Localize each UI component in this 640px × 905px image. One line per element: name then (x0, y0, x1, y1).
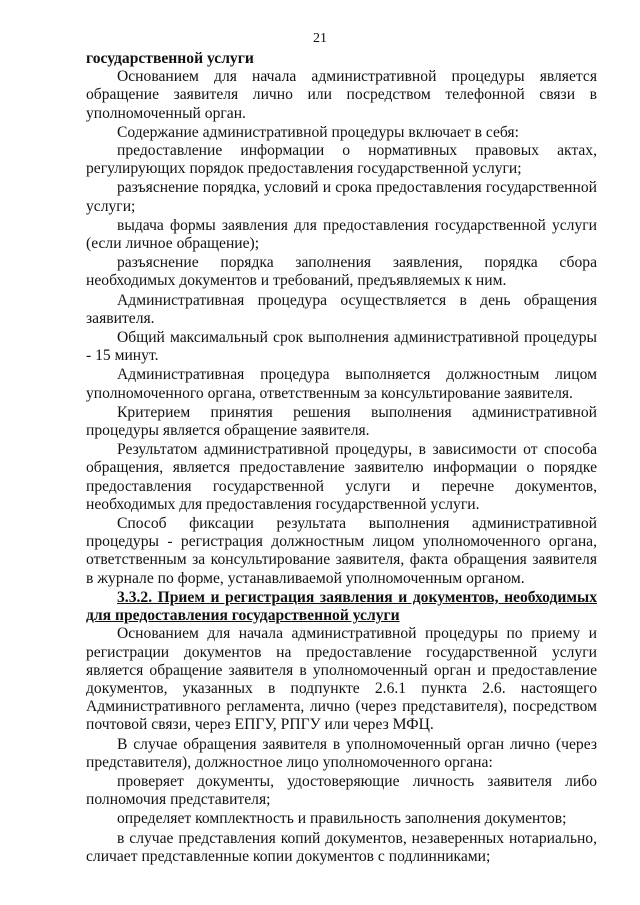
section-heading-3-3-2: 3.3.2. Прием и регистрация заявления и документов, необходимых для предоставления государственной услуги (86, 588, 597, 625)
page-number: 21 (313, 31, 327, 46)
paragraph: определяет комплектность и правильность заполнения документов; (117, 810, 567, 828)
paragraph: в случае представления копий документов, незаверенных нотариально, сличает представленные копии документов с подлинниками; (86, 829, 597, 865)
paragraph-heading-continuation: государственной услуги (86, 50, 254, 67)
paragraph: Результатом административной процедуры, в зависимости от способа обращения, является предоставление заявителю информации о порядке предоставления государственной услуги и перечне документов, необходимых для предоставления государственной услуги. (86, 441, 597, 513)
paragraph: Критерием принятия решения выполнения административной процедуры является обращение заявителя. (86, 403, 597, 440)
paragraph: предоставление информации о нормативных правовых актах, регулирующих порядок предоставления государственной услуги; (86, 142, 597, 178)
paragraph: Основанием для начала административной процедуры является обращение заявителя лично или посредством телефонной связи в уполномоченный орган. (86, 68, 597, 122)
paragraph: выдача формы заявления для предоставления государственной услуги (если личное обращение); (86, 216, 597, 253)
paragraph: В случае обращения заявителя в уполномоченный орган лично (через представителя), должностное лицо уполномоченного органа: (86, 735, 597, 771)
paragraph: Содержание административной процедуры включает в себя: (117, 123, 519, 141)
document-body (86, 50, 597, 866)
paragraph: Способ фиксации результата выполнения административной процедуры - регистрация должностным лицом уполномоченного органа, ответственным за консультирование заявителя, факта обращения заявителя в журнале по форме, устанавливаемой уполномоченным органом. (86, 515, 597, 587)
paragraph: Административная процедура выполняется должностным лицом уполномоченного органа, ответственным за консультирование заявителя. (86, 366, 597, 402)
paragraph: Общий максимальный срок выполнения административной процедуры - 15 минут. (86, 329, 597, 365)
paragraph: разъяснение порядка заполнения заявления, порядка сбора необходимых документов и требований, предъявляемых к ним. (86, 254, 597, 290)
paragraph: Основанием для начала административной процедуры по приему и регистрации документов на предоставление государственной услуги является обращение заявителя в уполномоченный орган и предоставление документов, указанных в подпункте 2.6.1 пункта 2.6. настоящего Административного регламента, лично (через представителя), посредством почтовой связи, через ЕПГУ, РПГУ или через МФЦ. (86, 625, 597, 734)
paragraph: Административная процедура осуществляется в день обращения заявителя. (86, 291, 597, 327)
paragraph: проверяет документы, удостоверяющие личность заявителя либо полномочия представителя; (86, 772, 597, 809)
paragraph: разъяснение порядка, условий и срока предоставления государственной услуги; (86, 179, 597, 215)
